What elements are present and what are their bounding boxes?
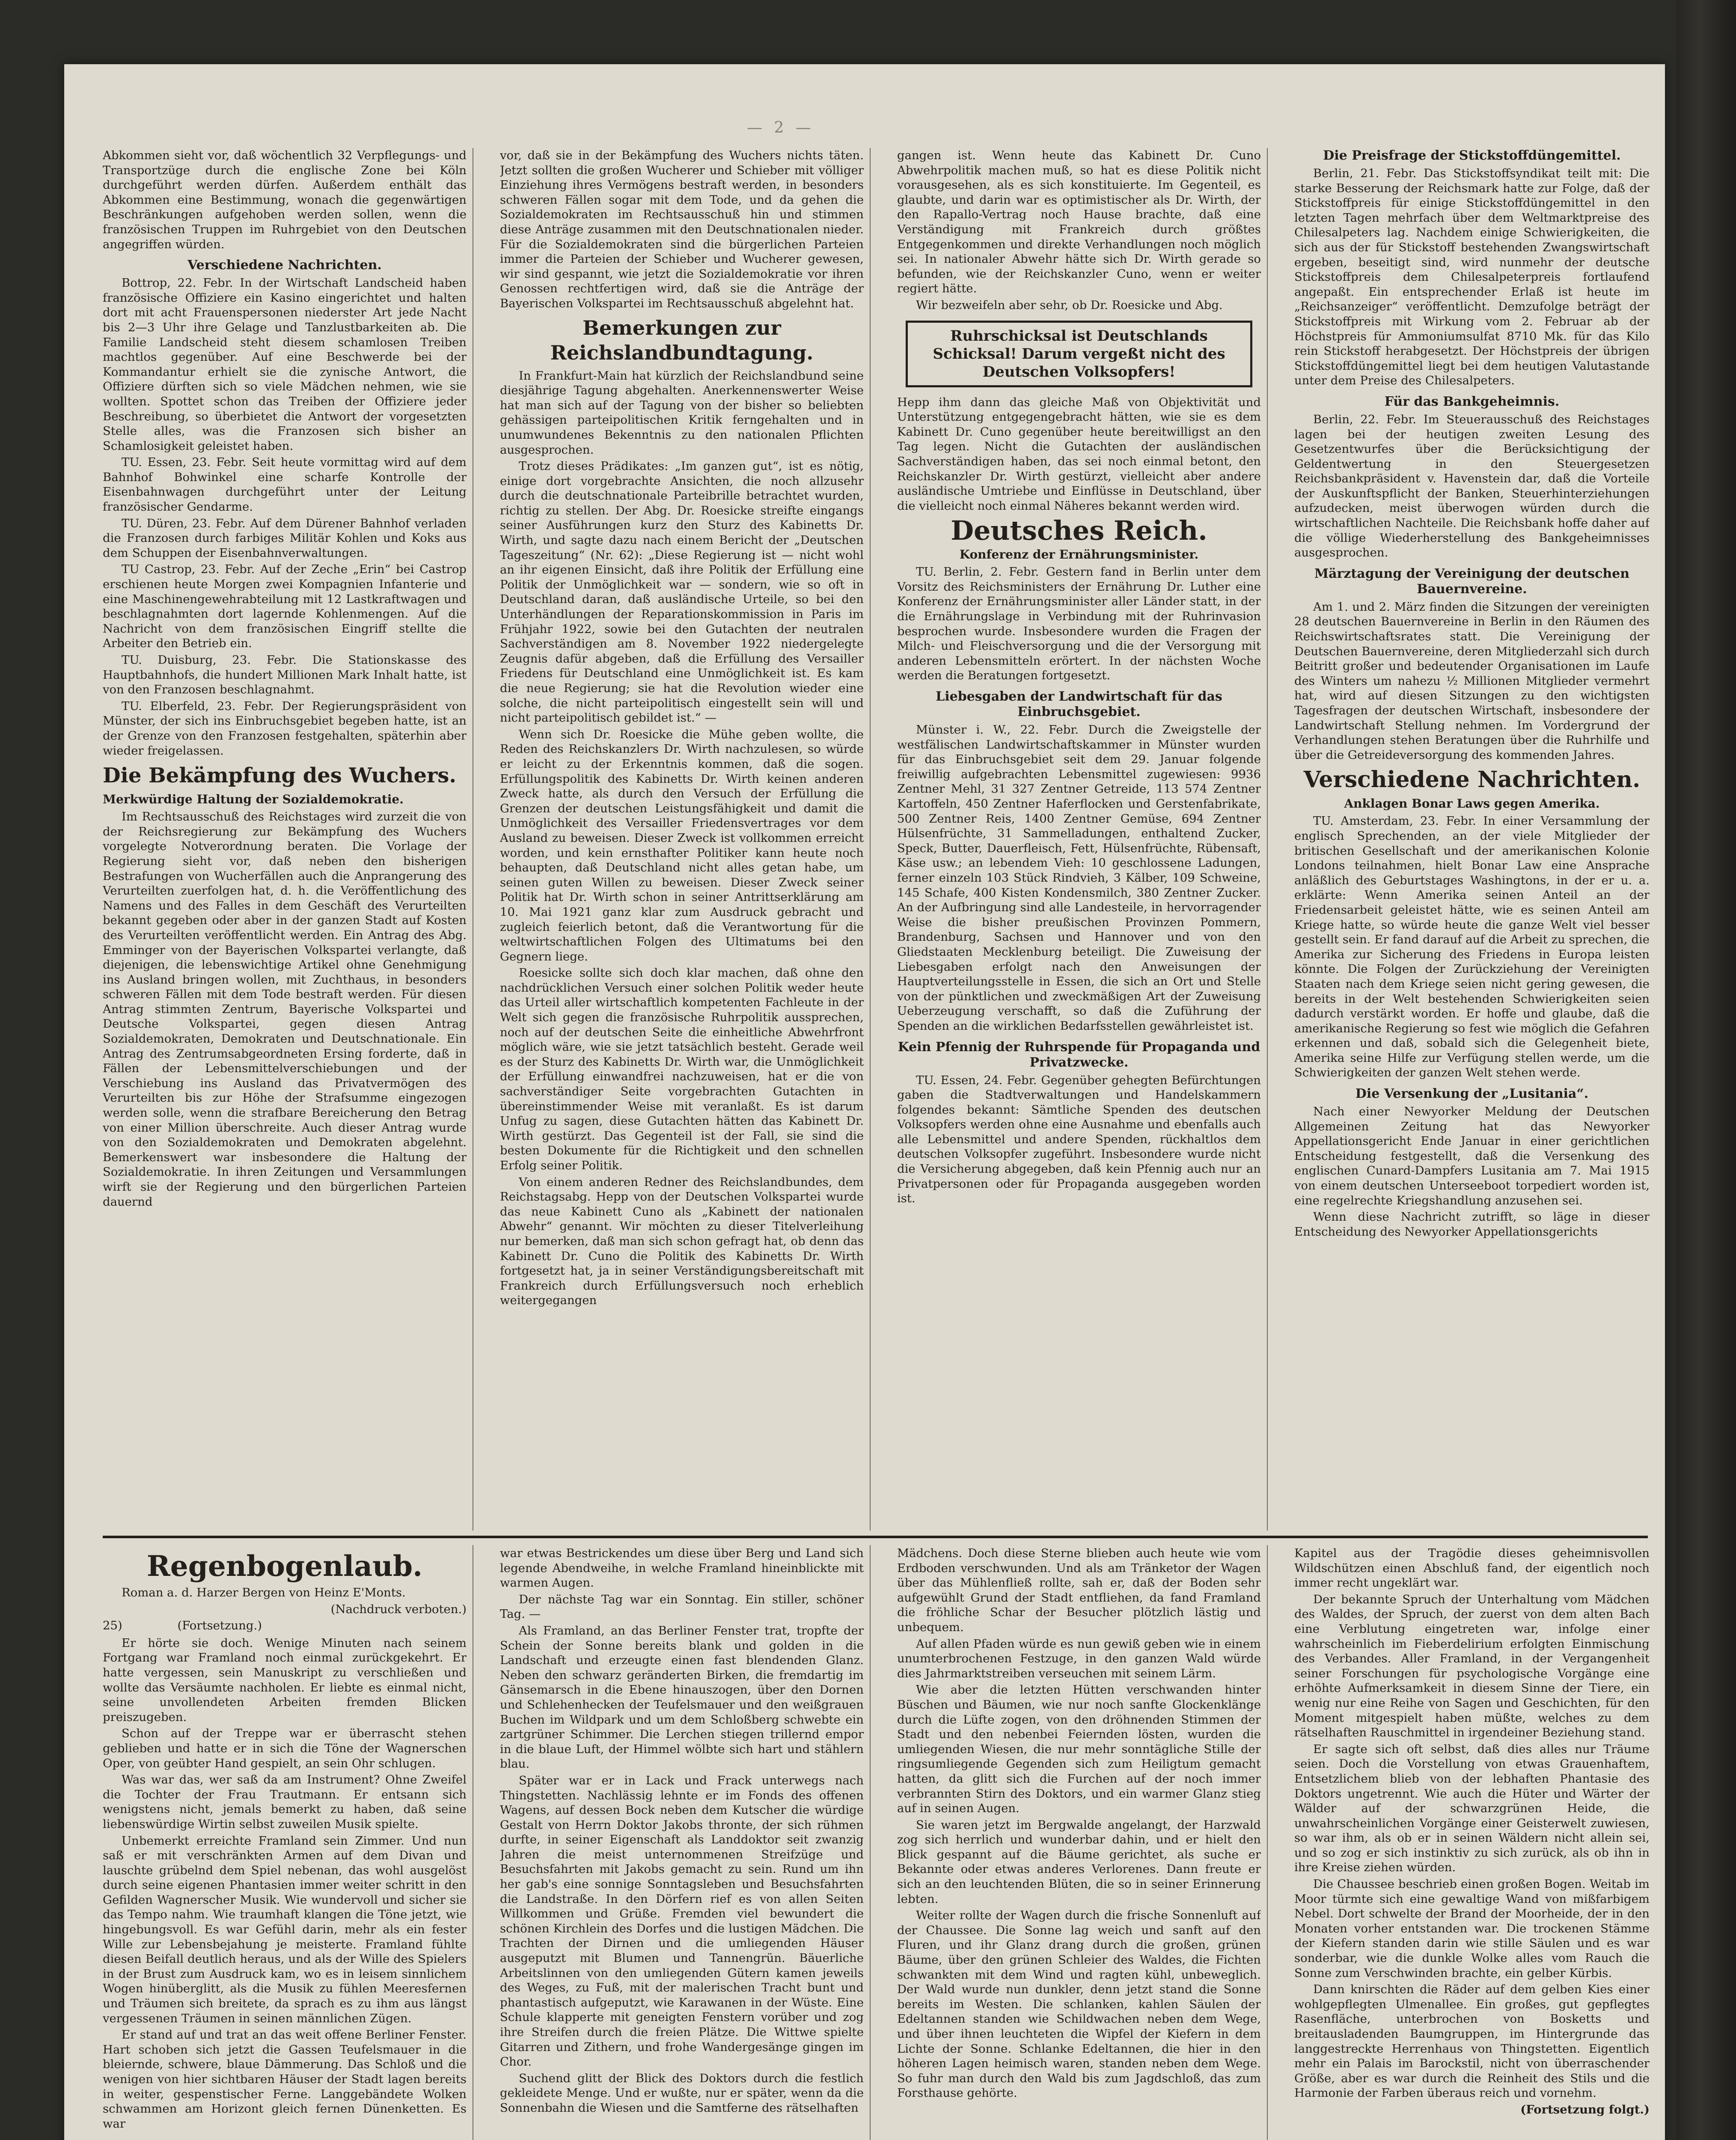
article-body: Hepp ihm dann das gleiche Maß von Objektivität und Unterstützung entgegengebracht hätten, wie sie es dem Kabinett Dr. Cuno gegenüber heute bereitwilligst an den Tag legen. Nicht die Gutachten der ausländischen Sachverständigen haben, das sei noch einmal betont, den Reichskanzler Dr. Wirth gestürzt, vielleicht aber andere ausländische Umtriebe und Einflüsse in Deutschland, über die vielleicht noch einmal Näheres bekannt werden wird.: [897, 395, 1261, 513]
column-3: [897, 148, 1261, 1526]
feuilleton-column-rule-3: [1267, 1545, 1268, 2140]
novel-paragraph: Schon auf der Treppe war er überrascht stehen geblieben und hatte er in sich die Töne der Wagnerschen Oper, von geübter Hand gespielt, an sein Ohr schlugen.: [103, 1727, 467, 1770]
news-item: TU. Essen, 24. Febr. Gegenüber gehegten Befürchtungen gaben die Stadtverwaltungen und Handelskammern folgendes bekannt: Sämtliche Spenden des deutschen Volksopfers werden ohne eine Ausnahme und ebenfalls auch alle Lebensmittel und andere Spenden, rückhaltlos dem deutschen Volksopfer zugeführt. Insbesondere wurde nicht die Versicherung abgegeben, daß kein Pfennig auch nur an Privatpersonen oder für Propaganda ausgegeben worden ist.: [897, 1073, 1261, 1206]
column-1: [103, 148, 467, 1526]
continuation-note: (Fortsetzung folgt.): [1520, 2102, 1650, 2116]
headline-wucher: Die Bekämpfung des Wuchers.: [103, 764, 457, 788]
headline-verschiedene-nachrichten: Verschiedene Nachrichten.: [1303, 767, 1641, 793]
news-item: TU. Berlin, 2. Febr. Gestern fand in Berlin unter dem Vorsitz des Reichsministers der Ernährung Dr. Luther eine Konferenz der Ernährungsminister aller Länder statt, in der die Ernährungslage in Verbindung mit der Ruhrinvasion besprochen wurde. Insbesondere wurden die Fragen der Milch- und Fleischversorgung und die der Versorgung mit anderen Lebensmitteln erörtert. In der nächsten Woche werden die Beratungen fortgesetzt.: [897, 565, 1261, 683]
novel-paragraph: Was war das, wer saß da am Instrument? Ohne Zweifel die Tochter der Frau Trautmann. Er entsann sich wenigstens nicht, jemals bemerkt zu haben, daß seine liebenswürdige Wirtin selbst zuweilen Musik spielte.: [103, 1773, 467, 1831]
novel-paragraph: war etwas Bestrickendes um diese über Berg und Land sich legende Abendweihe, in welche Framland hineinblickte mit warmen Augen.: [500, 1546, 864, 1590]
novel-paragraph: Er stand auf und trat an das weit offene Berliner Fenster. Hart schoben sich jetzt die Gassen Teufelsmauer in die bleiernde, schwere, blaue Dämmerung. Das Schloß und die wenigen von hier sichtbaren Häuser der Stadt lagen bereits in weiter, gespenstischer Ferne. Langgebändete Wolken schwammen am Horizont gleich fernen Dünenketten. Es war: [103, 2028, 467, 2131]
novel-paragraph: Später war er in Lack und Frack unterwegs nach Thingstetten. Nachlässig lehnte er im Fonds des offenen Wagens, auf dessen Bock neben dem Kutscher die würdige Gestalt von Herrn Doktor Jakobs thronte, der sich rühmen durfte, in seiner Eigenschaft als Landdoktor seit zwanzig Jahren die meist unternommenen Streifzüge und Besuchsfahrten mit Jakobs gemacht zu sein. Rund um ihn her gab's eine sonnige Sonntagsleben und Besuchsfahrten die Landstraße. In den Dörfern rief es von allen Seiten Willkommen und Grüße. Fremden viel bewundert die schönen Kirchlein des Dorfes und die lustigen Mädchen. Die Trachten der Dirnen und die umliegenden Häuser ausgeputzt mit Blumen und Tannengrün. Bäuerliche Arbeitslinnen von den umliegenden Gütern kamen jeweils des Weges, zu Fuß, mit der malerischen Tracht bunt und phantastisch aufgeputzt, wie Karawanen in der Wüste. Eine Schule klapperte mit geneigten Fenstern vorüber und zog ihre Streifen durch die freien Plätze. Die Wittwe spielte Gitarren und Zithern, und frohe Wandergesänge gingen im Chor.: [500, 1773, 864, 2069]
novel-subtitle: Roman a. d. Harzer Bergen von Heinz E'Monts.: [122, 1586, 406, 1599]
novel-paragraph: Dann knirschten die Räder auf dem gelben Kies einer wohlgepflegten Ulmenallee. Ein großes, gut gepflegtes Rasenfläche, unterbrochen von Bosketts und breitausladenden Baumgruppen, im Hintergrunde das langgestreckte Herrenhaus von Thingstetten. Eigentlich mehr ein Palais im Barockstil, nicht von überraschender Größe, aber es war durch die Reinheit des Stils und die Harmonie der Farben überaus reich und vornehm.: [1294, 1982, 1650, 2100]
news-item: TU. Elberfeld, 23. Febr. Der Regierungspräsident von Münster, der sich ins Einbruchsgebiet begeben hatte, ist an der Grenze von den Franzosen festgehalten, späterhin aber wieder freigelassen.: [103, 699, 467, 758]
novel-paragraph: Suchend glitt der Blick des Doktors durch die festlich gekleidete Menge. Und er wußte, nur er später, wenn da die Sonnenbahn die Wiesen und die Samtferne des rätselhaften: [500, 2071, 864, 2115]
section-heading-lusitania: Die Versenkung der „Lusitania“.: [1355, 1086, 1589, 1102]
subheadline-bonar-law: Anklagen Bonar Laws gegen Amerika.: [1344, 797, 1600, 811]
novel-title: Regenbogenlaub.: [146, 1549, 423, 1583]
section-heading-ruhrspende: Kein Pfennig der Ruhrspende für Propaganda und Privatzwecke.: [898, 1039, 1260, 1070]
article-body: In Frankfurt-Main hat kürzlich der Reichslandbund seine diesjährige Tagung abgehalten. Anerkennenswerter Weise hat man sich auf der Tagung von der bisher so beliebten gehässigen parteipolitischen Kritik ferngehalten und in unumwundenes Bekenntnis zu den nationalen Pflichten ausgesprochen.: [500, 369, 864, 457]
article-body: Von einem anderen Redner des Reichslandbundes, dem Reichstagsabg. Hepp von der Deutschen Volkspartei wurde das neue Kabinett Cuno als „Kabinett der nationalen Abwehr“ genannt. Wir möchten zu dieser Titelverleihung nur bemerken, daß man sich schon gefragt hat, ob denn das Kabinett Dr. Cuno die Politik des Kabinetts Dr. Wirth fortgesetzt hat, ja in seiner Verständigungsbereitschaft mit Frankreich durch Erfüllungsversuch noch erheblich weitergegangen: [500, 1175, 864, 1308]
novel-paragraph: Als Framland, an das Berliner Fenster trat, tropfte der Schein der Sonne bereits blank und golden in die Landschaft und erzeugte einen fast blendenden Glanz. Neben den schwarz geränderten Birken, die fremdartig im Gänsemarsch in die Ebene hinauszogen, über den Dornen und Schlehenhecken der Teufelsmauer und den weißgrauen Buchen im Wildpark und um dem Schloßberg schwebte ein zartgrüner Schimmer. Die Lerchen stiegen trillernd empor in die blaue Luft, der Himmel wölbte sich hart und stählern blau.: [500, 1623, 864, 1771]
headline-deutsches-reich: Deutsches Reich.: [951, 515, 1207, 547]
news-item: Münster i. W., 22. Febr. Durch die Zweigstelle der westfälischen Landwirtschaftskammer in Münster wurden für das Einbruchsgebiet seit dem 29. Januar folgende freiwillig aufgebrachten Lebensmittel zugewiesen: 9936 Zentner Mehl, 31 327 Zentner Getreide, 113 574 Zentner Kartoffeln, 450 Zentner Haferflocken und Gerstenfabrikate, 500 Zentner Reis, 1400 Zentner Gemüse, 694 Zentner Hülsenfrüchte, 31 Sammelladungen, enthaltend Zucker, Speck, Butter, Dauerfleisch, Fett, Hülsenfrüchte, Rübensaft, Käse usw.; an lebendem Vieh: 10 geschlossene Ladungen, ferner einzeln 103 Stück Rindvieh, 3 Kälber, 109 Schweine, 145 Schafe, 400 Kisten Kondensmilch, 380 Zentner Zucker. An der Aufbringung sind alle Landesteile, in hervorragender Weise die bisher preußischen Provinzen Pommern, Brandenburg, Sachsen und Hannover und von den Gliedstaaten Mecklenburg beteiligt. Die Zuweisung der Liebesgaben erfolgt nach den Anweisungen der Hauptverteilungsstelle in Essen, die sich an Ort und Stelle von der pünktlichen und zweckmäßigen Art der Zuweisung Ueberzeugung verschafft, so daß die Zuführung der Spenden an die wirklichen Bedarfsstellen gewährleistet ist.: [897, 723, 1261, 1033]
article-body: Wenn sich Dr. Roesicke die Mühe geben wollte, die Reden des Reichskanzlers Dr. Wirth nachzulesen, so würde er leicht zu der Erkenntnis kommen, daß die sogen. Erfüllungspolitik des Kabinetts Dr. Wirth keinen anderen Zweck hatte, als durch den Versuch der Erfüllung die Grenzen der deutschen Leistungsfähigkeit und damit die Unmöglichkeit des Versailler Friedensvertrages vor dem Ausland zu beweisen. Dieser Zweck ist vollkommen erreicht worden, und kein ernsthafter Politiker kann heute noch behaupten, daß Deutschland nicht alles getan habe, um seinen guten Willen zu beweisen. Dieser Zweck seiner Politik hat Dr. Wirth schon in seiner Antrittserklärung am 10. Mai 1921 ganz klar zum Ausdruck gebracht und zugleich feierlich betont, daß die Verantwortung für die weltwirtschaftlichen Folgen des Ultimatums bei den Gegnern liege.: [500, 727, 864, 963]
feuilleton-column-1: [103, 1546, 467, 2140]
news-item: Bottrop, 22. Febr. In der Wirtschaft Landscheid haben französische Offiziere ein Kasino eingerichtet und halten dort mit acht Frauenspersonen niederster Art jede Nacht bis 2—3 Uhr ihre Gelage und Tanzlustbarkeiten ab. Die Familie Landscheid steht diesem schamlosen Treiben machtlos gegenüber. Auf eine Beschwerde bei der Kommandantur erhielt sie die zynische Antwort, die Offiziere dürften sich so viele Mädchen nehmen, wie sie wollten. Spottet schon das Treiben der Offiziere jeder Beschreibung, so überbietet die Antwort der vorgesetzten Stelle alles, was die Franzosen sich bisher an Schamlosigkeit geleistet haben.: [103, 276, 467, 453]
news-item: Berlin, 21. Febr. Das Stickstoffsyndikat teilt mit: Die starke Besserung der Reichsmark hatte zur Folge, daß der Stickstoffpreis für einige Stickstoffdüngemittel in den letzten Tagen mehrfach über dem Weltmarktpreise des Chilesalpeters lag. Nachdem einige Schwierigkeiten, die sich aus der für Stickstoff bestehenden Zwangswirtschaft ergeben, beseitigt sind, wird nunmehr der deutsche Stickstoffpreis dem Chilesalpeterpreis fortlaufend angepaßt. Ein entsprechender Erlaß ist heute im „Reichsanzeiger“ veröffentlicht. Demzufolge beträgt der Stickstoffpreis mit Wirkung vom 2. Februar ab der Höchstpreis für Ammoniumsulfat 8710 Mk. für das Kilo rein Stickstoff herabgesetzt. Der Höchstpreis der übrigen Stickstoffdüngemittel liegt bei dem heutigen Valutastande unter dem Preise des Chilesalpeters.: [1294, 166, 1650, 388]
section-heading-misc: Verschiedene Nachrichten.: [187, 258, 382, 273]
news-item: TU Castrop, 23. Febr. Auf der Zeche „Erin“ bei Castrop erschienen heute Morgen zwei Kompagnien Infanterie und eine Maschinengewehrabteilung mit 12 Lastkraftwagen und beschlagnahmten dort lagernde Kohlenmengen. Auf die Nachricht von dem französischen Eingriff stellte die Arbeiter den Betrieb ein.: [103, 562, 467, 651]
article-body: Im Rechtsausschuß des Reichstages wird zurzeit die von der Reichsregierung zur Bekämpfung des Wuchers vorgelegte Notverordnung beraten. Die Vorlage der Regierung sieht vor, daß neben den bisherigen Bestrafungen von Wucherfällen auch die Anprangerung des Verurteilten zuerfolgen hat, d. h. die Veröffentlichung des Namens und des Falles in dem Geschäft des Verurteilten bekannt gegeben oder aber in der ganzen Stadt auf Kosten des Verurteilten veröffentlicht werden. Ein Antrag des Abg. Emminger von der Bayerischen Volkspartei verlangte, daß diejenigen, die lebenswichtige Artikel ohne Genehmigung ins Ausland bringen wollen, mit Zuchthaus, in besonders schweren Fällen mit dem Tode bestraft werden. Für diesen Antrag stimmten Zentrum, Bayerische Volkspartei und Deutsche Volkspartei, gegen diesen Antrag Sozialdemokraten, Demokraten und Deutschnationale. Ein Antrag des Zentrumsabgeordneten Ersing forderte, daß in Fällen der Lebensmittelverschiebungen und der Verschiebung ins Ausland das Privatvermögen des Verurteilten bis zur Höhe der Strafsumme eingezogen werden solle, wenn die strafbare Bereicherung den Betrag von einer Million überschreite. Auch dieser Antrag wurde von den Sozialdemokraten und Demokraten abgelehnt. Bemerkenswert war insbesondere die Haltung der Sozialdemokratie. In ihren Zeitungen und Versammlungen wirft sie der Regierung und den bürgerlichen Parteien dauernd: [103, 810, 467, 1209]
novel-paragraph: Wie aber die letzten Hütten verschwanden hinter Büschen und Bäumen, wie nur noch sanfte Glockenklänge durch die Lüfte zogen, von den dröhnenden Stimmen der Stadt und den nebenbei Feiernden lösten, wurden die umliegenden Wiesen, die nur mehr sonntägliche Stille der ringsumliegende Gegenden sich zum Heiligtum gemacht hatten, da glitt sich die Furchen auf der noch immer verbrannten Stirn des Doktors, und ein warmer Glanz stieg auf in seinen Augen.: [897, 1683, 1261, 1816]
section-heading-stickstoff: Die Preisfrage der Stickstoffdüngemittel.: [1323, 148, 1621, 163]
novel-paragraph: Weiter rollte der Wagen durch die frische Sonnenluft auf der Chaussee. Die Sonne lag weich und sanft auf den Fluren, und ihr Glanz drang durch die großen, grünen Bäume, über den grünen Schleier des Waldes, die Fichten schwankten mit dem Wind und ragten kühl, unbeweglich. Der Wald wurde nun dunkler, denn jetzt stand die Sonne bereits im Westen. Die schlanken, kahlen Säulen der Edeltannen standen wie Schildwachen neben dem Wege, und über ihnen leuchteten die Wipfel der Kiefern in dem Lichte der Sonne. Schlanke Edeltannen, die hier in den höheren Lagen heimisch waren, standen neben dem Wege. So fuhr man durch den Wald bis zum Jagdschloß, das zum Forsthause gehörte.: [897, 1908, 1261, 2100]
novel-paragraph: Der bekannte Spruch der Unterhaltung vom Mädchen des Waldes, der Spruch, der zuerst von dem alten Bach eine Verblutung eingetreten war, infolge einer wahrscheinlich im Fieberdelirium erfolgten Einmischung des Verbandes. Aller Framland, in der Vergangenheit seiner Forschungen für psychologische Vorgänge eine erhöhte Aufmerksamkeit in diesem Sinne der Tiere, ein wenig nur eine Reihe von Sagen und Geschichten, für den Moment mitgespielt haben müßte, welches zu dem rätselhaften Rauschmittel in irgendeiner Beziehung stand.: [1294, 1592, 1650, 1740]
feuilleton-column-4: [1294, 1546, 1650, 2140]
novel-paragraph: Auf allen Pfaden würde es nun gewiß geben wie in einem unumterbrochenen Festzuge, in den ganzen Wald würde dies Jahrmarktstreiben verseuchen mit seinem Lärm.: [897, 1637, 1261, 1680]
novel-paragraph: Der nächste Tag war ein Sonntag. Ein stiller, schöner Tag. —: [500, 1592, 864, 1621]
installment-number: 25): [103, 1619, 122, 1633]
novel-paragraph: Kapitel aus der Tragödie dieses geheimnisvollen Wildschützen einen Abschluß fand, der eigentlich noch immer recht ungeklärt war.: [1294, 1546, 1650, 1590]
news-item: Am 1. und 2. März finden die Sitzungen der vereinigten 28 deutschen Bauernvereine in Berlin in den Räumen des Reichswirtschaftsrates statt. Die Vereinigung der Deutschen Bauernvereine, deren Mitgliederzahl sich durch Beitritt großer und bedeutender Organisationen im Laufe des Winters um nahezu ½ Millionen Mitglieder vermehrt hat, wird auf diesen Sitzungen zu den wichtigsten Tagesfragen der deutschen Wirtschaft, insbesondere der Landwirtschaft Stellung nehmen. Im Vordergrund der Verhandlungen stehen Beratungen über die Ruhrhilfe und über die Getreideversorgung des kommenden Jahres.: [1294, 600, 1650, 762]
column-4: [1294, 148, 1650, 1526]
headline-reichslandbund: Bemerkungen zur Reichslandbundtagung.: [550, 316, 814, 364]
article-continuation: vor, daß sie in der Bekämpfung des Wuchers nichts täten. Jetzt sollten die großen Wucherer und Schieber mit völliger Einziehung ihres Vermögens bestraft werden, in besonders schweren Fällen sogar mit dem Tode, und da gehen die Sozialdemokraten im Rechtsausschuß hin und stimmen diese Anträge zusammen mit den Deutschnationalen nieder. Für die Sozialdemokraten sind die bürgerlichen Parteien immer die Parteien der Schieber und Wucherer gewesen, wir sind gespannt, wie jetzt die Sozialdemokratie vor ihren Genossen rechtfertigen wird, daß sie die Anträge der Bayerischen Volkspartei im Rechtsausschuß abgelehnt hat.: [500, 149, 864, 310]
section-heading-bauernvereine: Märztagung der Vereinigung der deutschen Bauernvereine.: [1314, 566, 1630, 597]
novel-paragraph: Die Chaussee beschrieb einen großen Bogen. Weitab im Moor türmte sich eine gewaltige Wand von mißfarbigem Nebel. Dort schwelte der Brand der Moorheide, der in den Monaten vorher entstanden war. Die trockenen Stämme der Kiefern standen darin wie stille Säulen und es war sonderbar, wie die dunkle Wolke alles vom Rauch die Sonne zum Verschwinden brachte, ein gelber Kürbis.: [1294, 1877, 1650, 1980]
article-body: Trotz dieses Prädikates: „Im ganzen gut“, ist es nötig, einige dort vorgebrachte Ansichten, die noch allzusehr durch die deutschnationale Parteibrille betrachtet wurden, richtig zu stellen. Der Abg. Dr. Roesicke streifte eingangs seiner Ausführungen kurz den Sturz des Kabinetts Dr. Wirth, und sagte dazu nach einem Bericht der „Deutschen Tageszeitung“ (Nr. 62): „Diese Regierung ist — nicht wohl an ihr eigenen Einsicht, daß ihre Politik der Erfüllung eine Politik der Unmöglichkeit war — sondern, wie so oft in Deutschland daran, daß ausländische Urteile, so bei den Unterhändlungen der Reparationskommission in Paris im Frühjahr 1922, sowie bei den Gutachten der neutralen Sachverständigen am 8. November 1922 niedergelegte Zeugnis dafür abgeben, daß die Erfüllung des Versailler Friedens für Deutschland eine Unmöglichkeit ist. Es kam die neue Regierung; sie hat die Revolution wieder eine solche, die nicht parteipolitisch eingestellt sein will und nicht parteipolitisch gebildet ist.“ —: [500, 459, 864, 725]
news-item: Nach einer Newyorker Meldung der Deutschen Allgemeinen Zeitung hat das Newyorker Appellationsgericht Ende Januar in einer gerichtlichen Entscheidung festgestellt, daß die Versenkung des englischen Cunard-Dampfers Lusitania am 7. Mai 1915 von einem deutschen Unterseeboot torpediert worden ist, eine regelrechte Kriegshandlung anzusehen sei.: [1294, 1105, 1650, 1207]
novel-paragraph: Mädchens. Doch diese Sterne blieben auch heute wie vom Erdboden verschwunden. Und als am Tränketor der Wagen über das Mühlenfließ rollte, sah er, daß der Boden sehr aufgewühlt Grund der Stadt entfliehen, da fand Framland die fröhliche Schar der Besucher plötzlich lästig und unbequem.: [897, 1546, 1261, 1634]
column-2: [500, 148, 864, 1526]
novel-paragraph: Er sagte sich oft selbst, daß dies alles nur Träume seien. Doch die Vorstellung von etwas Grauenhaftem, Entsetzlichem blieb von der lebhaften Phantasie des Doktors ungetrennt. Wie auch die Hüter und Wärter der Wälder auf der schwarzgrünen Heide, die unwahrscheinlichen Vorgänge einer Geisterwelt zuwiesen, so war ihm, als ob er in seinen Wäldern nicht allein sei, und so zog er sich instinktiv zu sich zurück, als ob ihn in ihre Kreise ziehen würden.: [1294, 1742, 1650, 1875]
feuilleton-rule: [103, 1536, 1648, 1538]
column-rule-2: [870, 148, 871, 1531]
appeal-box: Ruhrschicksal ist Deutschlands Schicksal! Darum vergeßt nicht des Deutschen Volksopfers!: [906, 321, 1252, 387]
novel-paragraph: Sie waren jetzt im Bergwalde angelangt, der Harzwald zog sich herrlich und wunderbar dahin, und er hielt den Blick gespannt auf die Bäume gerichtet, als suche er Bekannte oder etwas anderes Verlorenes. Dann freute er sich an den leuchtenden Blüten, die so in seiner Erinnerung lebten.: [897, 1818, 1261, 1906]
news-item: Wenn diese Nachricht zutrifft, so läge in dieser Entscheidung des Newyorker Appellationsgerichts: [1294, 1210, 1650, 1239]
article-continuation: gangen ist. Wenn heute das Kabinett Dr. Cuno Abwehrpolitik machen muß, so hat es diese Politik nicht vorausgesehen, als es sich konstituierte. Im Gegenteil, es glaubte, und darin war es optimistischer als Dr. Wirth, der den Rapallo-Vertrag noch Hause brachte, daß eine Verständigung mit Frankreich durch größtes Entgegenkommen und direkte Verhandlungen noch möglich sei. In nationaler Abwehr hätte sich Dr. Wirth gerade so befunden, wie der Reichskanzler Cuno, wenn er weiter regiert hätte.: [897, 149, 1261, 296]
page-binding-edge: [1676, 0, 1736, 2140]
section-heading-liebesgaben: Liebesgaben der Landwirtschaft für das Einbruchsgebiet.: [936, 689, 1222, 720]
article-continuation: Abkommen sieht vor, daß wöchentlich 32 Verpflegungs- und Transportzüge durch die englische Zone bei Köln durchgeführt werden dürfen. Außerdem enthält das Abkommen eine Bestimmung, wonach die gegenwärtigen Beschränkungen aufgehoben werden sollen, wenn die französischen Truppen im Ruhrgebiet von den Deutschen angegriffen würden.: [103, 149, 467, 251]
novel-paragraph: Er hörte sie doch. Wenige Minuten nach seinem Fortgang war Framland noch einmal zurückgekehrt. Er hatte vergessen, sein Manuskript zu verschließen und wollte das Versäumte nachholen. Er liebte es einmal nicht, seine unvollendeten Arbeiten fremden Blicken preiszugeben.: [103, 1636, 467, 1724]
feuilleton-column-2: [500, 1546, 864, 2140]
installment-label: (Fortsetzung.): [177, 1619, 262, 1633]
feuilleton-column-3: [897, 1546, 1261, 2140]
news-item: TU. Essen, 23. Febr. Seit heute vormittag wird auf dem Bahnhof Bohwinkel eine scharfe Kontrolle der Eisenbahnwagen durchgeführt unter der Leitung französischer Gendarme.: [103, 455, 467, 514]
news-item: TU. Duisburg, 23. Febr. Die Stationskasse des Hauptbahnhofs, die hundert Millionen Mark Inhalt hatte, ist von den Franzosen beschlagnahmt.: [103, 653, 467, 697]
subheadline-wucher: Merkwürdige Haltung der Sozialdemokratie.: [103, 792, 404, 807]
news-item: TU. Amsterdam, 23. Febr. In einer Versammlung der englisch Sprechenden, an der viele Mitglieder der britischen Gesellschaft und der amerikanischen Kolonie Londons teilnahmen, hielt Bonar Law eine Ansprache anläßlich des Geburtstages Washingtons, in der er u. a. erklärte: Wenn Amerika seinen Anteil an der Friedensarbeit geleistet hätte, wie es seinen Anteil am Kriege hatte, so würde heute die ganze Welt viel besser gestellt sein. Er fand darauf auf die Arbeit zu sprechen, die Amerika zur Sicherung des Friedens in Europa leisten könnte. Die Folgen der Zurückziehung der Vereinigten Staaten nach dem Kriege seien nicht gering gewesen, die bereits in der Welt bestehenden Schwierigkeiten seien dadurch verstärkt worden. Er hoffe und glaube, daß die amerikanische Regierung so fest wie möglich die Gefahren erkennen und daß, sobald sich die Gelegenheit biete, Amerika seine Hilfe zur Verfügung stellen werde, um die Schwierigkeiten der ganzen Welt stehen werde.: [1294, 814, 1650, 1080]
novel-paragraph: Unbemerkt erreichte Framland sein Zimmer. Und nun saß er mit verschränkten Armen auf dem Divan und lauschte grübelnd dem Spiel nebenan, das wohl ausgelöst durch seine eigenen Phantasien immer weiter schritt in den Gefilden Wagnerscher Musik. Wie wundervoll und sicher sie das Tempo nahm. Wie traumhaft klangen die Töne jetzt, wie hingebungsvoll. Es war Gefühl darin, mehr als ein fester Wille zur Lebensbejahung je meisterte. Framland fühlte diesen Beifall deutlich heraus, und als der Wille des Spielers in der Brust zum Ausdruck kam, wo es in leisem sinnlichem Wogen hinüberglitt, als die Musik zu fühlen Meeresfernen und Träumen sich breitete, da sprach es zu ihm aus längst vergessenen Träumen in seinen männlichen Zügen.: [103, 1834, 467, 2025]
article-body: Roesicke sollte sich doch klar machen, daß ohne den nachdrücklichen Versuch einer solchen Politik weder heute das Urteil aller wirtschaftlich kompetenten Fachleute in der Welt sich gegen die französische Ruhrpolitik aussprechen, noch auf der deutschen Seite die einheitliche Abwehrfront möglich wäre, wie sie jetzt tatsächlich besteht. Gerade weil es der Sturz des Kabinetts Dr. Wirth war, die Unmöglichkeit der Erfüllung einwandfrei nachzuweisen, hat er die von sachverständiger Seite vorgebrachten Gutachten in übereinstimmender Weise mit veranlaßt. Es ist darum Unfug zu sagen, diese Gutachten hätten das Kabinett Dr. Wirth gestürzt. Das Gegenteil ist der Fall, sie sind die besten Dokumente für die Richtigkeit und den schnellen Erfolg seiner Politik.: [500, 966, 864, 1172]
section-heading-bankgeheimnis: Für das Bankgeheimnis.: [1384, 394, 1560, 409]
page-folio: — 2 —: [747, 119, 814, 137]
column-rule-3: [1267, 148, 1268, 1531]
installment-line: [103, 1618, 467, 1633]
news-item: Berlin, 22. Febr. Im Steuerausschuß des Reichstages lagen bei der heutigen zweiten Lesung des Gesetzentwurfes über die Berücksichtigung der Geldentwertung in den Steuergesetzen Reichsbankpräsident v. Havenstein dar, daß die Vorteile der Auskunftspflicht der Banken, Steuerhinterziehungen aufzudecken, meist überwogen würden durch die wirtschaftlichen Nachteile. Die Reichsbank hoffe daher auf die völlige Wiederherstellung des Bankgeheimnisses ausgesprochen.: [1294, 412, 1650, 560]
news-item: TU. Düren, 23. Febr. Auf dem Dürener Bahnhof verladen die Franzosen durch farbiges Militär Kohlen und Koks aus dem Schuppen der Eisenbahnverwaltungen.: [103, 516, 467, 560]
newspaper-page: [64, 64, 1665, 2140]
reprint-notice: (Nachdruck verboten.): [330, 1602, 467, 1616]
subheadline-konferenz: Konferenz der Ernährungsminister.: [959, 547, 1199, 562]
feuilleton-column-rule-2: [870, 1545, 871, 2140]
article-body: Wir bezweifeln aber sehr, ob Dr. Roesicke und Abg.: [916, 298, 1223, 312]
